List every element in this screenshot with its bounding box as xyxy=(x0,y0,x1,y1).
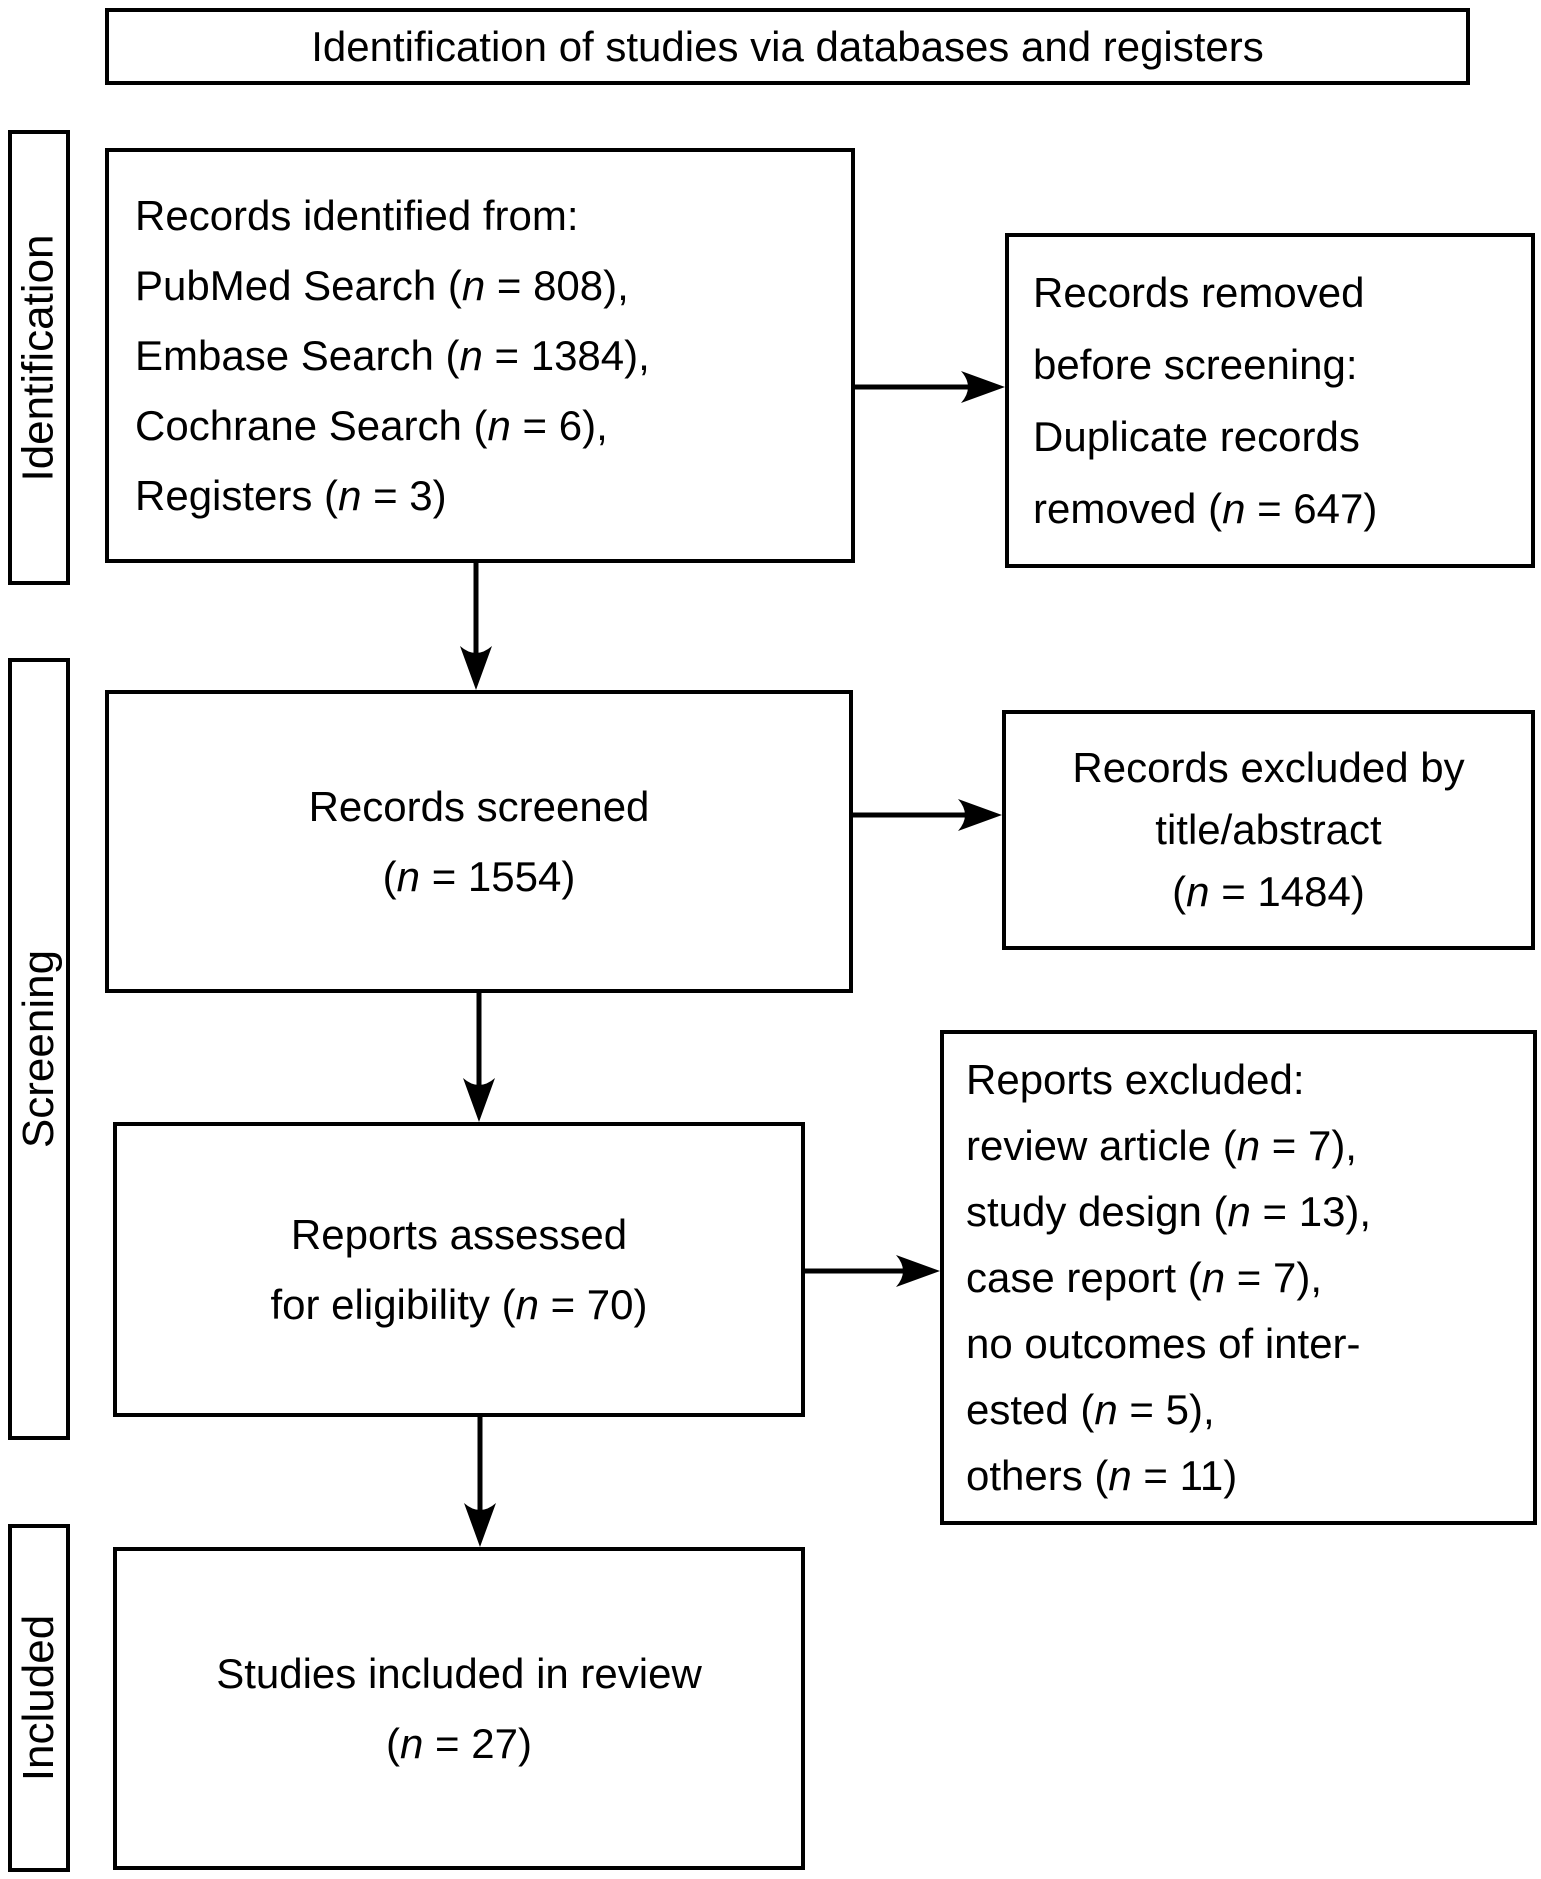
arrow-screened-to-excluded xyxy=(853,799,1002,831)
box-text-line: Records screened xyxy=(308,782,650,830)
box-text-line: (n = 1484) xyxy=(1172,868,1365,915)
box-text-line: study design (n = 13), xyxy=(966,1187,1372,1235)
box-text-line: removed (n = 647) xyxy=(1033,484,1378,532)
box-text-line: for eligibility (n = 70) xyxy=(270,1280,648,1328)
box-records-identified xyxy=(105,148,855,563)
diagram-title: Identification of studies via databases and registers xyxy=(311,22,1264,70)
box-text-line: Embase Search (n = 1384), xyxy=(135,331,650,379)
box-text-line: Registers (n = 3) xyxy=(135,471,447,519)
box-text-line: others (n = 11) xyxy=(966,1451,1238,1499)
arrow-identified-to-screened xyxy=(460,563,492,690)
arrow-assessed-to-reports-excluded xyxy=(805,1255,940,1287)
stage-label-included-text: Included xyxy=(14,1614,64,1782)
box-text-line: (n = 1554) xyxy=(382,852,576,900)
box-text-line: Records removed xyxy=(1033,268,1365,316)
box-text-line: Cochrane Search (n = 6), xyxy=(135,401,608,449)
arrow-identified-to-removed xyxy=(855,371,1005,403)
box-text-line: case report (n = 7), xyxy=(966,1253,1323,1301)
box-text-line: Studies included in review xyxy=(216,1649,702,1697)
box-studies-included xyxy=(113,1547,805,1870)
box-records-excluded xyxy=(1002,710,1535,950)
stage-label-screening xyxy=(8,658,70,1440)
stage-label-included xyxy=(8,1524,70,1872)
box-records-removed xyxy=(1005,233,1535,568)
box-text-line: Reports assessed xyxy=(290,1210,628,1258)
box-text-line: Reports excluded: xyxy=(966,1055,1305,1103)
box-records-screened xyxy=(105,690,853,993)
box-text-line: Records identified from: xyxy=(135,191,579,239)
box-text-line: Records excluded by xyxy=(1072,744,1465,791)
arrow-assessed-to-included xyxy=(464,1417,496,1547)
diagram-title-box xyxy=(105,8,1470,85)
box-text-line: title/abstract xyxy=(1155,806,1382,853)
box-text-line: before screening: xyxy=(1033,340,1358,388)
stage-label-identification xyxy=(8,130,70,585)
box-text-line: Duplicate records xyxy=(1033,412,1360,460)
arrow-screened-to-assessed xyxy=(463,993,495,1122)
box-reports-excluded xyxy=(940,1030,1537,1525)
box-text-line: (n = 27) xyxy=(386,1719,532,1767)
box-reports-assessed xyxy=(113,1122,805,1417)
box-text-line: review article (n = 7), xyxy=(966,1121,1357,1169)
box-text-line: PubMed Search (n = 808), xyxy=(135,261,629,309)
box-text-line: no outcomes of inter- xyxy=(966,1319,1361,1367)
stage-label-screening-text: Screening xyxy=(14,949,64,1149)
stage-label-identification-text: Identification xyxy=(14,233,63,482)
box-text-line: ested (n = 5), xyxy=(966,1385,1215,1433)
